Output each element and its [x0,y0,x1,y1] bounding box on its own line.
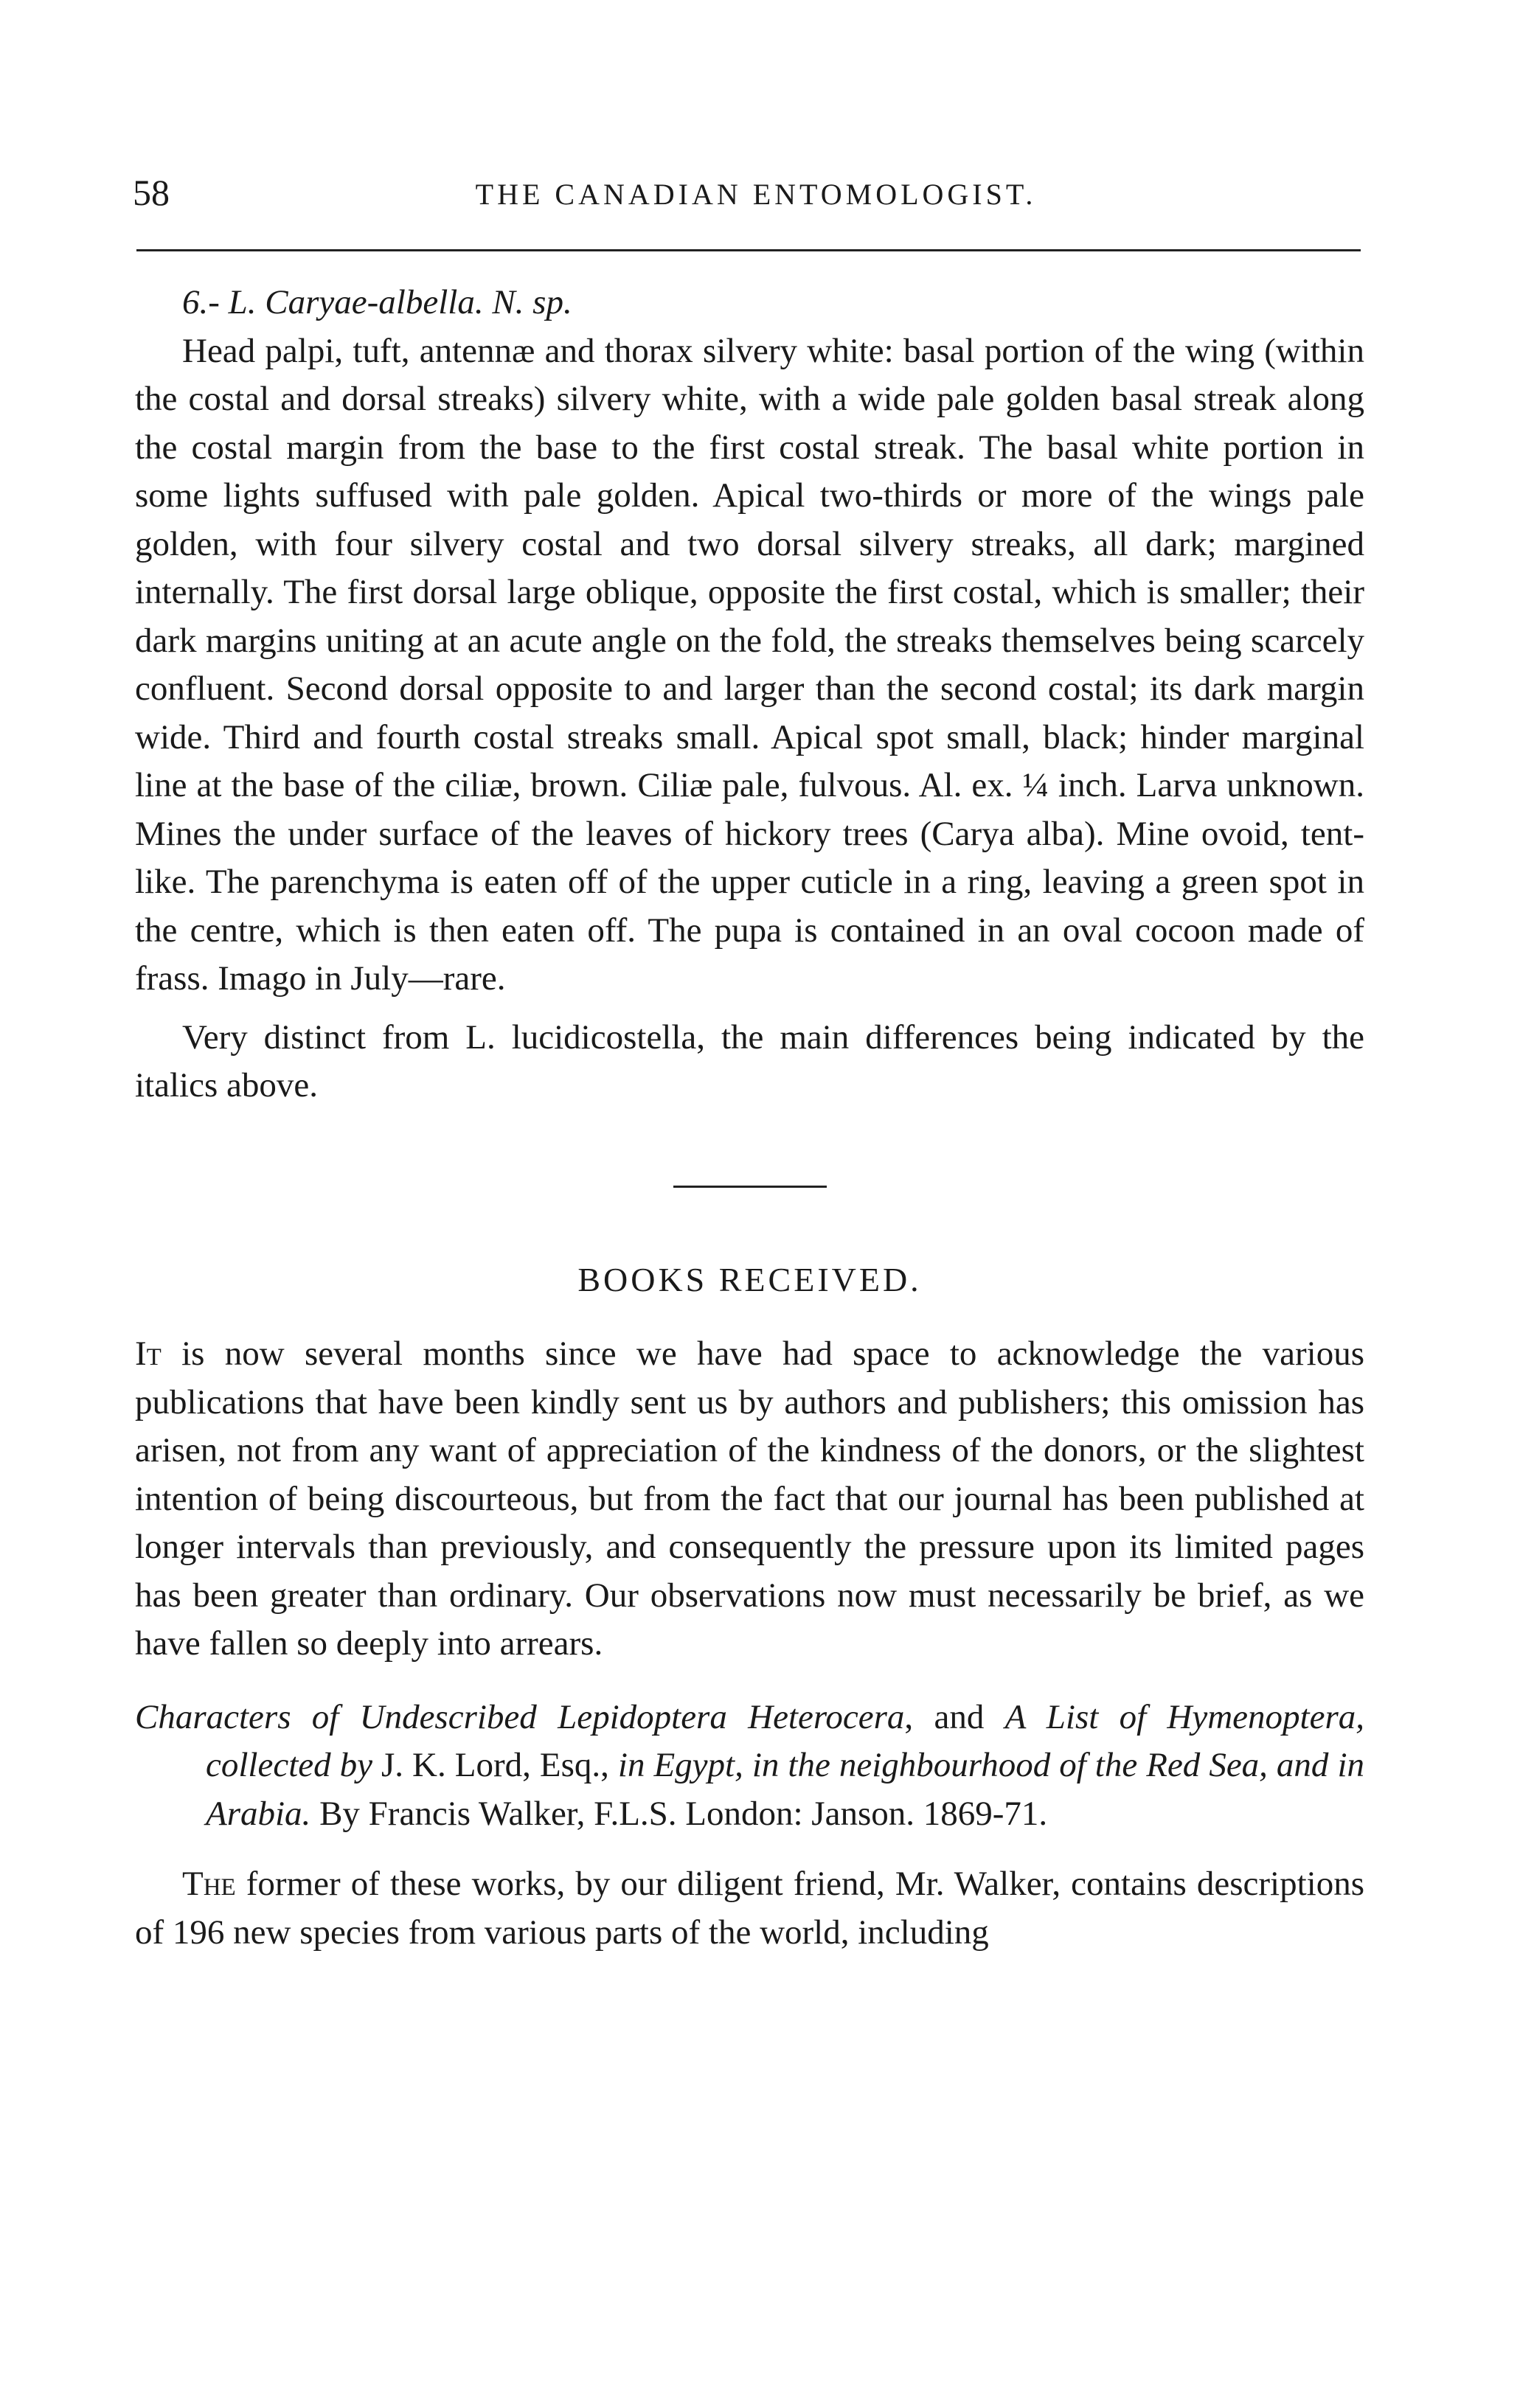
reference-and: , and [904,1697,1005,1736]
reference-publication: By Francis Walker, F.L.S. London: Janson. 1869-71. [310,1794,1048,1833]
header-rule [136,249,1361,251]
section-divider [673,1186,827,1188]
page-body [135,279,1364,1957]
species-remark: Very distinct from L. lucidicostella, the main differences being indicated by the italics above. [135,1017,1364,1104]
page-header [133,171,1379,223]
books-intro-text: is now several months since we have had space to acknowledge the various publications that have been kindly sent us by authors and publishers; this omission has arisen, not from any want of appreciation of the kindness of the donors, or the slightest intention of being discourteous, but from the fact that our journal has been published at longer intervals than previously, and consequently the pressure upon its limited pages has been greater than ordinary. Our observations now must necessarily be brief, as we have fallen so deeply into arrears. [135,1335,1364,1663]
reference-collector: J. K. Lord, Esq., [372,1746,618,1784]
book-reference [135,1694,1364,1839]
review-paragraph [135,1860,1364,1957]
reference-title-1: Characters of Undescribed Lepidoptera Heterocera [135,1697,905,1736]
section-title: BOOKS RECEIVED. [577,1260,922,1298]
drop-word: It [135,1335,162,1373]
page-number: 58 [133,172,170,213]
running-title: THE CANADIAN ENTOMOLOGIST. [475,178,1037,211]
species-heading: 6.- L. Caryae-albella. N. sp. [182,283,572,321]
reference-places: in Egypt, in the neighbourhood of the Red Sea, and in Arabia. [206,1746,1365,1833]
books-intro-paragraph [135,1330,1364,1668]
species-description: Head palpi, tuft, antennæ and thorax silvery white: basal portion of the wing (within the costal and dorsal streaks) silvery white, with a wide pale golden basal streak along the costal margin from the base to the first costal streak. The basal white portion in some lights suffused with pale golden. Apical two-thirds or more of the wings pale golden, with four silvery costal and two dorsal silvery streaks, all dark; margined internally. The first dorsal large oblique, opposite the first costal, which is smaller; their dark margins uniting at an acute angle on the fold, the streaks themselves being scarcely confluent. Second dorsal opposite to and larger than the second costal; its dark margin wide. Third and fourth costal streaks small. Apical spot small, black; hinder marginal line at the base of the ciliæ, brown. Ciliæ pale, fulvous. Al. ex. ¼ inch. Larva unknown. Mines the under surface of the leaves of hickory trees (Carya alba). Mine ovoid, tent-like. The parenchyma is eaten off of the upper cuticle in a ring, leaving a green spot in the centre, which is then eaten off. The pupa is contained in an oval cocoon made of frass. Imago in July—rare. [135,331,1364,998]
drop-word: The [182,1865,236,1903]
reference-title-2: A List of Hymenoptera, collected by [206,1697,1364,1784]
review-text: former of these works, by our diligent friend, Mr. Walker, contains descriptions of 196 new species from various parts of the world, including [135,1865,1364,1952]
